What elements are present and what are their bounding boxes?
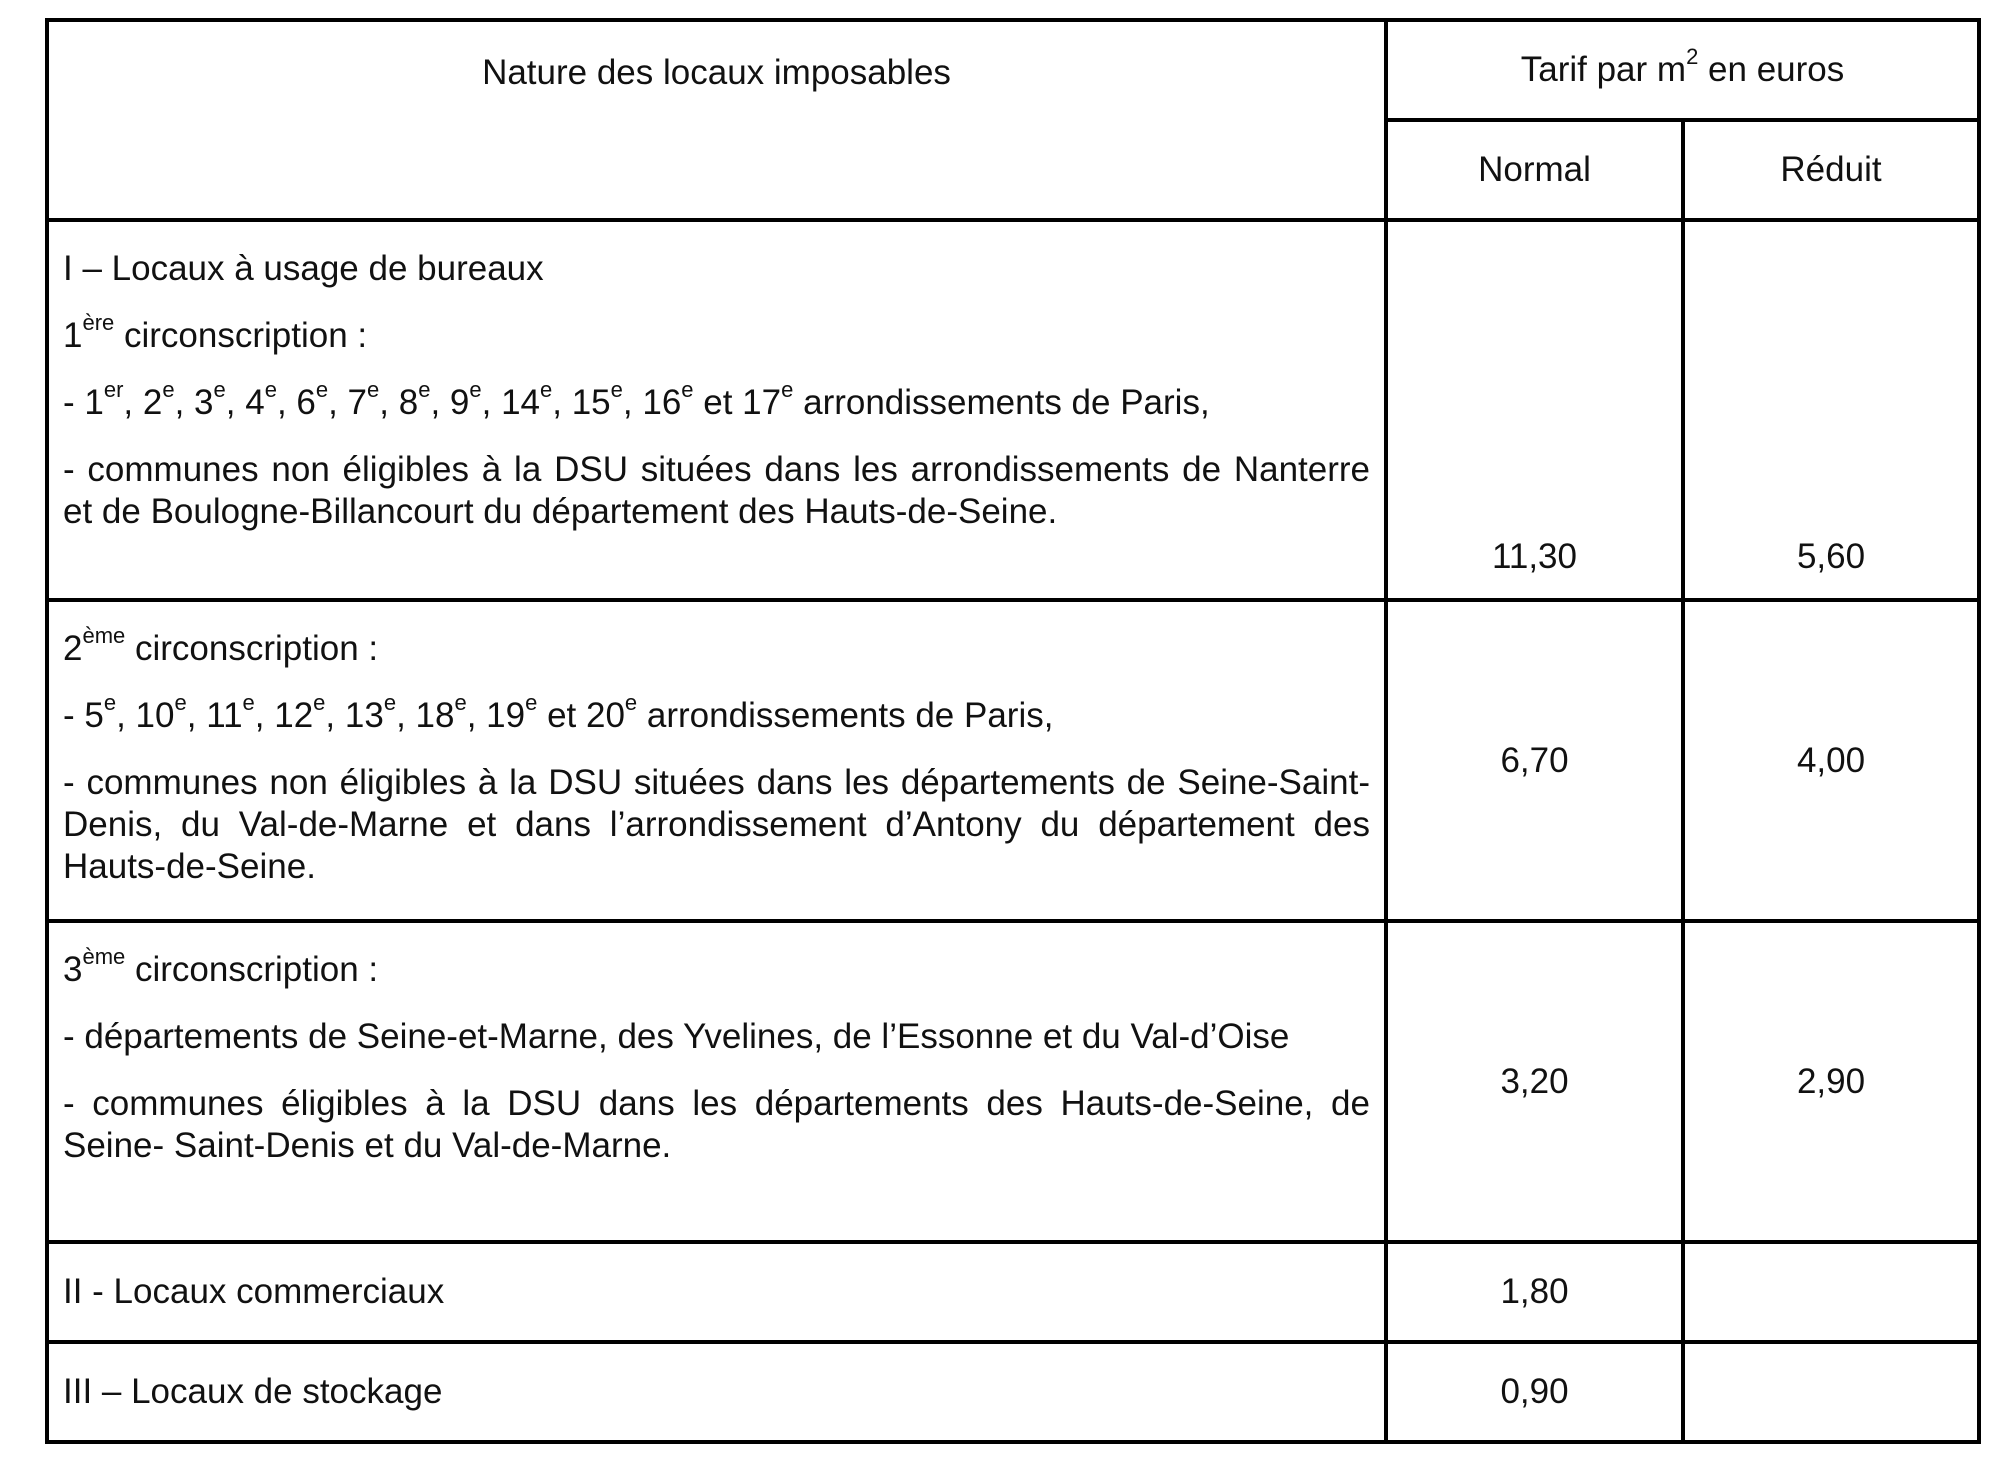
header-normal: [1386, 120, 1683, 220]
nature-cell: [47, 600, 1386, 921]
superscript: e: [162, 377, 175, 403]
superscript: e: [525, 690, 538, 716]
reduit-value: [1683, 1242, 1979, 1342]
text-run: arrondissements de Paris,: [637, 696, 1054, 735]
list-item: [63, 377, 1370, 424]
reduit-value: 4,00: [1683, 600, 1979, 921]
header-nature: [47, 20, 1386, 220]
section-title: III – Locaux de stockage: [47, 1342, 1386, 1442]
superscript: e: [174, 690, 187, 716]
superscript: e: [313, 690, 326, 716]
text-run: , 19: [466, 696, 526, 735]
text-run: , 16: [622, 383, 682, 422]
text-run: , 18: [396, 696, 455, 735]
header-tarif-prefix: Tarif par m: [1520, 50, 1687, 89]
text-run: , 8: [379, 383, 419, 422]
normal-value: 3,20: [1386, 921, 1683, 1242]
list-item: - communes non éligibles à la DSU situées dans les départements de Seine-Saint-Denis, du Val-de-Marne et dans l’arrondissement d’Antony du département des Hauts-de-Seine.: [63, 763, 1370, 886]
table-row: [47, 1342, 1979, 1442]
superscript: e: [681, 377, 694, 403]
text-run: - 1: [63, 383, 104, 422]
nature-cell: [47, 921, 1386, 1242]
header-nature-label: Nature des locaux imposables: [482, 53, 951, 92]
list-item: - communes éligibles à la DSU dans les départements des Hauts-de-Seine, de Seine- Saint-Denis et du Val-de-Marne.: [63, 1084, 1370, 1165]
text-run: , 14: [481, 383, 541, 422]
section-title: II - Locaux commerciaux: [47, 1242, 1386, 1342]
superscript: er: [103, 377, 124, 403]
header-reduit: [1683, 120, 1979, 220]
superscript: e: [383, 690, 397, 716]
superscript: e: [242, 690, 255, 716]
reduit-value: [1683, 1342, 1979, 1442]
section-title: I – Locaux à usage de bureaux: [63, 249, 544, 288]
tariff-table: [45, 18, 1981, 1444]
text-run: , 7: [328, 383, 368, 422]
normal-value: 0,90: [1386, 1342, 1683, 1442]
text-run: , 10: [116, 696, 175, 735]
text-run: et 17: [693, 383, 782, 422]
superscript: e: [213, 377, 226, 403]
text-run: , 13: [325, 696, 384, 735]
normal-value: 1,80: [1386, 1242, 1683, 1342]
circonscription-heading: 2ème circonscription :: [63, 623, 379, 668]
nature-cell: [47, 220, 1386, 600]
superscript: e: [540, 377, 553, 403]
superscript: e: [315, 377, 329, 403]
text-run: , 12: [254, 696, 314, 735]
circonscription-heading: 3ème circonscription :: [63, 944, 379, 989]
header-reduit-label: Réduit: [1780, 150, 1882, 189]
header-normal-label: Normal: [1478, 150, 1591, 189]
header-tarif: [1386, 20, 1979, 120]
text-run: , 3: [174, 383, 214, 422]
text-run: , 15: [552, 383, 611, 422]
list-item: [63, 690, 1370, 737]
list-item: - communes non éligibles à la DSU situées dans les arrondissements de Nanterre et de Boulogne-Billancourt du département des Hauts-de-Seine.: [63, 450, 1370, 531]
superscript: e: [367, 377, 380, 403]
normal-value: 6,70: [1386, 600, 1683, 921]
normal-value: 11,30: [1386, 220, 1683, 600]
table-row: [47, 220, 1979, 600]
text-run: , 4: [225, 383, 265, 422]
text-run: arrondissements de Paris,: [793, 383, 1210, 422]
text-run: et 20: [537, 696, 625, 735]
superscript: e: [781, 377, 794, 403]
superscript: e: [624, 690, 638, 716]
text-run: - 5: [63, 696, 104, 735]
superscript: e: [469, 377, 482, 403]
header-tarif-suffix: en euros: [1698, 50, 1845, 89]
circonscription-heading: 1ère circonscription :: [63, 310, 368, 355]
table-row: [47, 600, 1979, 921]
table-row: [47, 1242, 1979, 1342]
superscript: e: [418, 377, 431, 403]
text-run: , 6: [276, 383, 316, 422]
table-row: [47, 921, 1979, 1242]
list-item: - départements de Seine-et-Marne, des Yvelines, de l’Essonne et du Val-d’Oise: [63, 1017, 1290, 1056]
text-run: , 2: [123, 383, 163, 422]
superscript: e: [103, 690, 117, 716]
superscript: e: [610, 377, 623, 403]
superscript: e: [454, 690, 467, 716]
text-run: , 9: [430, 383, 470, 422]
header-tarif-sup: 2: [1686, 44, 1699, 70]
reduit-value: 5,60: [1683, 220, 1979, 600]
text-run: , 11: [186, 696, 243, 735]
superscript: e: [264, 377, 277, 403]
reduit-value: 2,90: [1683, 921, 1979, 1242]
